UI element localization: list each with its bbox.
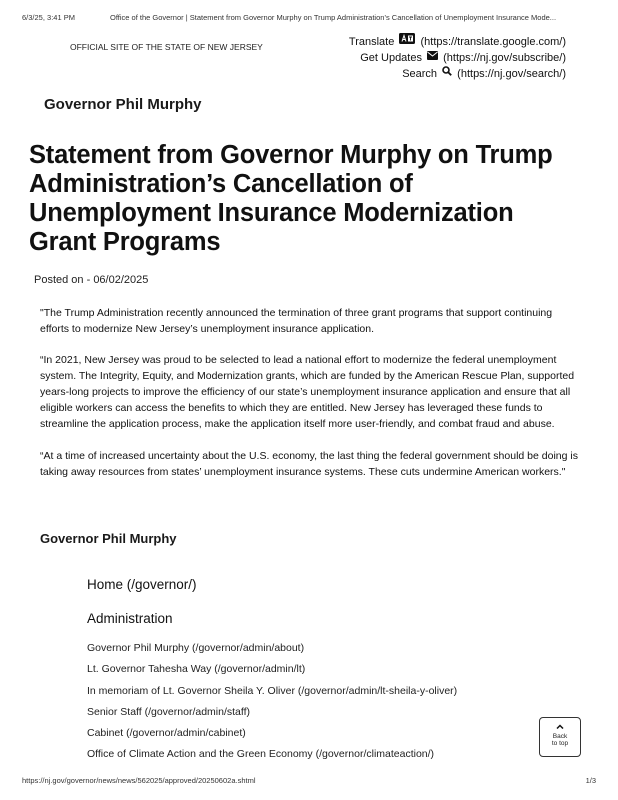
get-updates-url: (https://nj.gov/subscribe/) [443, 51, 566, 64]
nav-item-senior-staff[interactable]: Senior Staff (/governor/admin/staff) [87, 705, 251, 718]
nav-item-lt-governor[interactable]: Lt. Governor Tahesha Way (/governor/admin/lt) [87, 663, 306, 676]
article-paragraph: “At a time of increased uncertainty about the U.S. economy, the last thing the federal government should be doing is taking away resources from states’ unemployment insurance systems. These cuts undermine American workers." [40, 450, 578, 478]
search-icon [442, 65, 452, 81]
back-to-top-label-line1: Back [552, 733, 568, 740]
utility-links [349, 33, 566, 81]
get-updates-label: Get Updates [360, 51, 422, 64]
footer-brand: Governor Phil Murphy [40, 531, 177, 546]
administration-nav-list [87, 638, 457, 766]
back-to-top-label-line2: to top [551, 740, 569, 747]
chevron-up-icon [540, 724, 580, 731]
back-to-top-button[interactable] [539, 717, 581, 757]
article-paragraph: “In 2021, New Jersey was proud to be selected to lead a national effort to modernize the federal unemployment system. The Integrity, Equity, and Modernization grants, which are funded by the American Rescue Plan, supported years-long projects to improve the efficiency of our state’s unemployment insurance application and ensure that all eligible workers can access the benefits to which they are entitled. New Jersey has leveraged these funds to streamline the application process, make the application itself more user-friendly, and combat fraud and abuse. [40, 354, 575, 430]
nav-item-in-memoriam[interactable]: In memoriam of Lt. Governor Sheila Y. Oliver (/governor/admin/lt-sheila-y-oliver) [87, 684, 458, 697]
article-paragraph: "The Trump Administration recently announced the termination of three grant programs that support continuing efforts to modernize New Jersey’s unemployment insurance application. [40, 307, 553, 335]
print-url: https://nj.gov/governor/news/news/562025/approved/20250602a.shtml [22, 776, 256, 785]
translate-link[interactable] [349, 33, 566, 49]
search-label: Search [402, 67, 438, 80]
envelope-icon [427, 49, 438, 65]
site-brand[interactable]: Governor Phil Murphy [44, 96, 202, 113]
nav-item-climate-action[interactable]: Office of Climate Action and the Green Economy (/governor/climateaction/) [87, 748, 435, 761]
translate-label: Translate [348, 35, 395, 48]
posted-date: Posted on - 06/02/2025 [34, 274, 149, 286]
search-url: (https://nj.gov/search/) [457, 67, 566, 80]
article-title: Statement from Governor Murphy on Trump Administration’s Cancellation of Unemployment Insurance Modernization Grant Programs [29, 141, 553, 256]
search-link[interactable] [349, 65, 566, 81]
nav-item-governor[interactable]: Governor Phil Murphy (/governor/admin/about) [87, 642, 305, 654]
get-updates-link[interactable] [349, 49, 566, 65]
print-date: 6/3/25, 3:41 PM [22, 13, 75, 22]
print-header [22, 13, 596, 25]
official-site-label: OFFICIAL SITE OF THE STATE OF NEW JERSEY [70, 42, 263, 52]
print-page-title: Office of the Governor | Statement from Governor Murphy on Trump Administration’s Cancellation of Unemployment Insurance Mode... [110, 13, 557, 22]
nav-administration-heading: Administration [87, 611, 173, 626]
nav-home-link[interactable]: Home (/governor/) [87, 577, 197, 592]
translate-icon [399, 33, 415, 49]
print-page-number: 1/3 [585, 776, 596, 785]
nav-item-cabinet[interactable]: Cabinet (/governor/admin/cabinet) [87, 727, 246, 740]
translate-url: (https://translate.google.com/) [420, 35, 566, 48]
